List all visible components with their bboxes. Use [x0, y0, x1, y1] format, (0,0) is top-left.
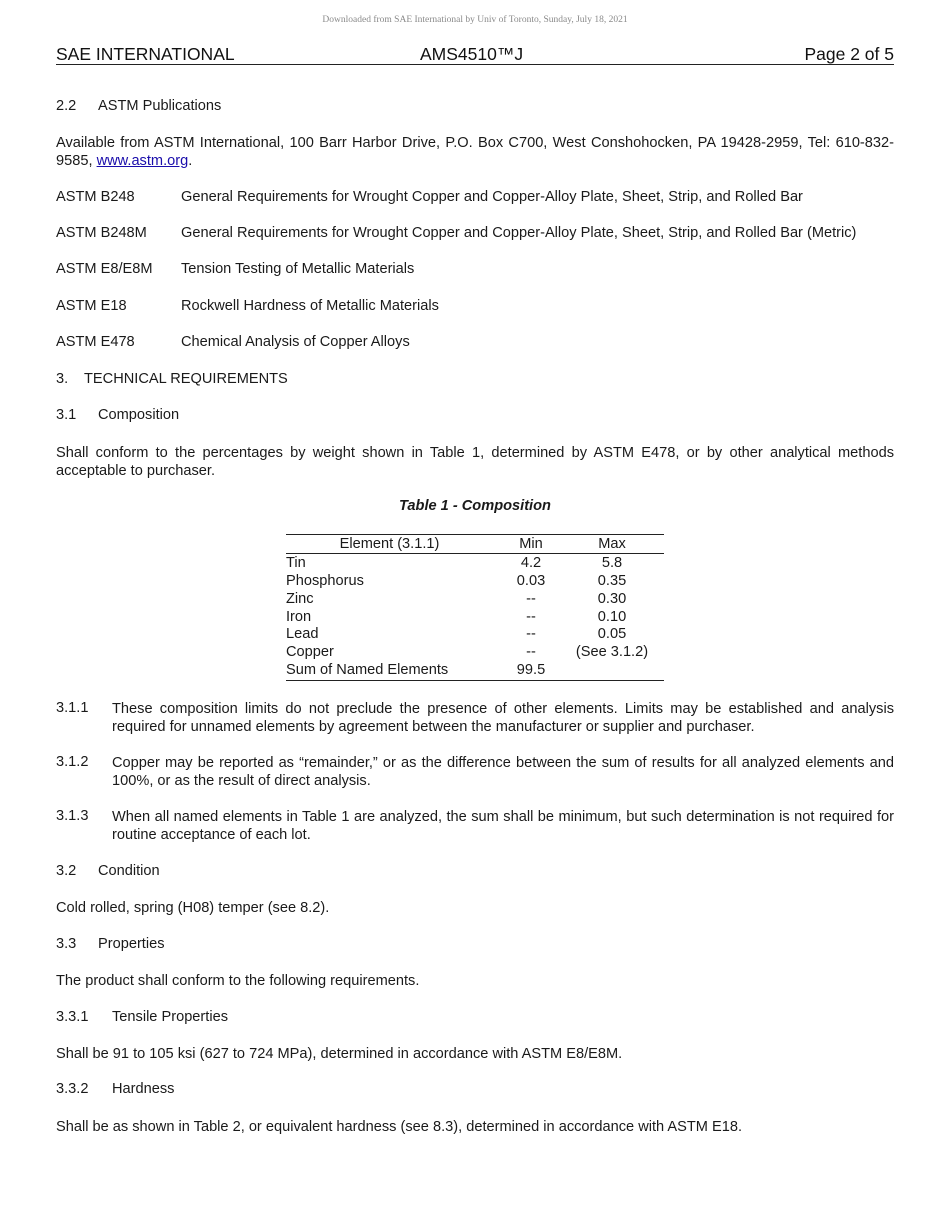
section-3-1-2-text: Copper may be reported as “remainder,” or as the difference between the sum of results for all analyzed elements and 100%, or as the result of direct analysis. — [112, 755, 894, 789]
section-2-2-title: ASTM Publications — [98, 98, 222, 114]
condition-paragraph: Cold rolled, spring (H08) temper (see 8.2). — [56, 900, 330, 916]
table-cell-min: 0.03 — [516, 573, 546, 589]
header-document-number: AMS4510™J — [420, 44, 524, 64]
section-3-2-number: 3.2 — [56, 863, 77, 879]
reference-code: ASTM B248 — [56, 189, 135, 205]
reference-code: ASTM E18 — [56, 298, 127, 314]
table-cell-max: 5.8 — [601, 555, 623, 571]
header-organization: SAE INTERNATIONAL — [56, 44, 235, 64]
header-page-number: Page 2 of 5 — [804, 44, 894, 64]
section-3-1-3-text: When all named elements in Table 1 are analyzed, the sum shall be minimum, but such determination is not required for routine acceptance of each lot. — [112, 809, 894, 843]
table-cell-max: 0.10 — [597, 609, 627, 625]
section-3-3-1-number: 3.3.1 — [56, 1009, 89, 1025]
section-3-1-1-number: 3.1.1 — [56, 700, 89, 716]
section-3-1-number: 3.1 — [56, 407, 77, 423]
astm-availability-end: . — [188, 153, 193, 169]
header-rule — [56, 64, 894, 65]
table-header-min: Min — [519, 536, 543, 552]
astm-availability-paragraph — [56, 134, 894, 170]
section-3-3-2-number: 3.3.2 — [56, 1081, 89, 1097]
hardness-paragraph: Shall be as shown in Table 2, or equivalent hardness (see 8.3), determined in accordance with ASTM E18. — [56, 1119, 743, 1135]
table-cell-min: -- — [526, 591, 536, 607]
reference-title: General Requirements for Wrought Copper and Copper-Alloy Plate, Sheet, Strip, and Rolled Bar (Metric) — [181, 225, 857, 241]
reference-code: ASTM E478 — [56, 334, 135, 350]
section-3-1-3-number: 3.1.3 — [56, 808, 89, 824]
reference-code: ASTM E8/E8M — [56, 261, 153, 277]
reference-title: Rockwell Hardness of Metallic Materials — [181, 298, 439, 314]
table-cell-min: 4.2 — [520, 555, 542, 571]
download-watermark: Downloaded from SAE International by Univ of Toronto, Sunday, July 18, 2021 — [322, 15, 628, 25]
table-cell-element: Iron — [286, 609, 312, 625]
section-3-1-1-text: These composition limits do not preclude the presence of other elements. Limits may be established and analysis required for unnamed elements by agreement between the manufacturer or supplier and purchaser. — [112, 701, 894, 735]
table-cell-max: (See 3.1.2) — [575, 644, 649, 660]
table-header-max: Max — [598, 536, 626, 552]
table-header-rule — [286, 553, 664, 554]
table-cell-element: Tin — [286, 555, 306, 571]
table-cell-element: Copper — [286, 644, 334, 660]
table-cell-element: Sum of Named Elements — [286, 662, 449, 678]
table-cell-element: Lead — [286, 626, 319, 642]
tensile-paragraph: Shall be 91 to 105 ksi (627 to 724 MPa), determined in accordance with ASTM E8/E8M. — [56, 1046, 623, 1062]
section-2-2-number: 2.2 — [56, 98, 77, 114]
table-cell-element: Phosphorus — [286, 573, 364, 589]
section-3-2-title: Condition — [98, 863, 160, 879]
astm-website-link[interactable]: www.astm.org — [96, 153, 189, 169]
table-cell-min: -- — [526, 609, 536, 625]
table-cell-max: 0.35 — [597, 573, 627, 589]
table-cell-max: 0.05 — [597, 626, 627, 642]
table-top-rule — [286, 534, 664, 535]
composition-paragraph: Shall conform to the percentages by weight shown in Table 1, determined by ASTM E478, or by other analytical methods acceptable to purchaser. — [56, 445, 894, 479]
table-cell-element: Zinc — [286, 591, 314, 607]
table-bottom-rule — [286, 680, 664, 681]
reference-title: Chemical Analysis of Copper Alloys — [181, 334, 410, 350]
reference-code: ASTM B248M — [56, 225, 147, 241]
table-cell-min: -- — [526, 626, 536, 642]
table-1-caption: Table 1 - Composition — [399, 498, 551, 514]
astm-availability-text: Available from ASTM International, 100 Barr Harbor Drive, P.O. Box C700, West Conshohocken, PA 19428-2959, Tel: 610-832-9585, — [56, 135, 894, 169]
reference-title: General Requirements for Wrought Copper and Copper-Alloy Plate, Sheet, Strip, and Rolled Bar — [181, 189, 803, 205]
section-3-3-title: Properties — [98, 936, 165, 952]
section-3-1-2-number: 3.1.2 — [56, 754, 89, 770]
table-header-element: Element (3.1.1) — [339, 536, 440, 552]
properties-paragraph: The product shall conform to the following requirements. — [56, 973, 420, 989]
section-3-3-1-title: Tensile Properties — [112, 1009, 228, 1025]
table-cell-max: 0.30 — [597, 591, 627, 607]
reference-title: Tension Testing of Metallic Materials — [181, 261, 415, 277]
table-cell-min: 99.5 — [516, 662, 546, 678]
section-3-number: 3. — [56, 371, 69, 387]
section-3-title: TECHNICAL REQUIREMENTS — [84, 371, 288, 387]
section-3-3-2-title: Hardness — [112, 1081, 175, 1097]
table-cell-min: -- — [526, 644, 536, 660]
section-3-1-title: Composition — [98, 407, 180, 423]
section-3-3-number: 3.3 — [56, 936, 77, 952]
